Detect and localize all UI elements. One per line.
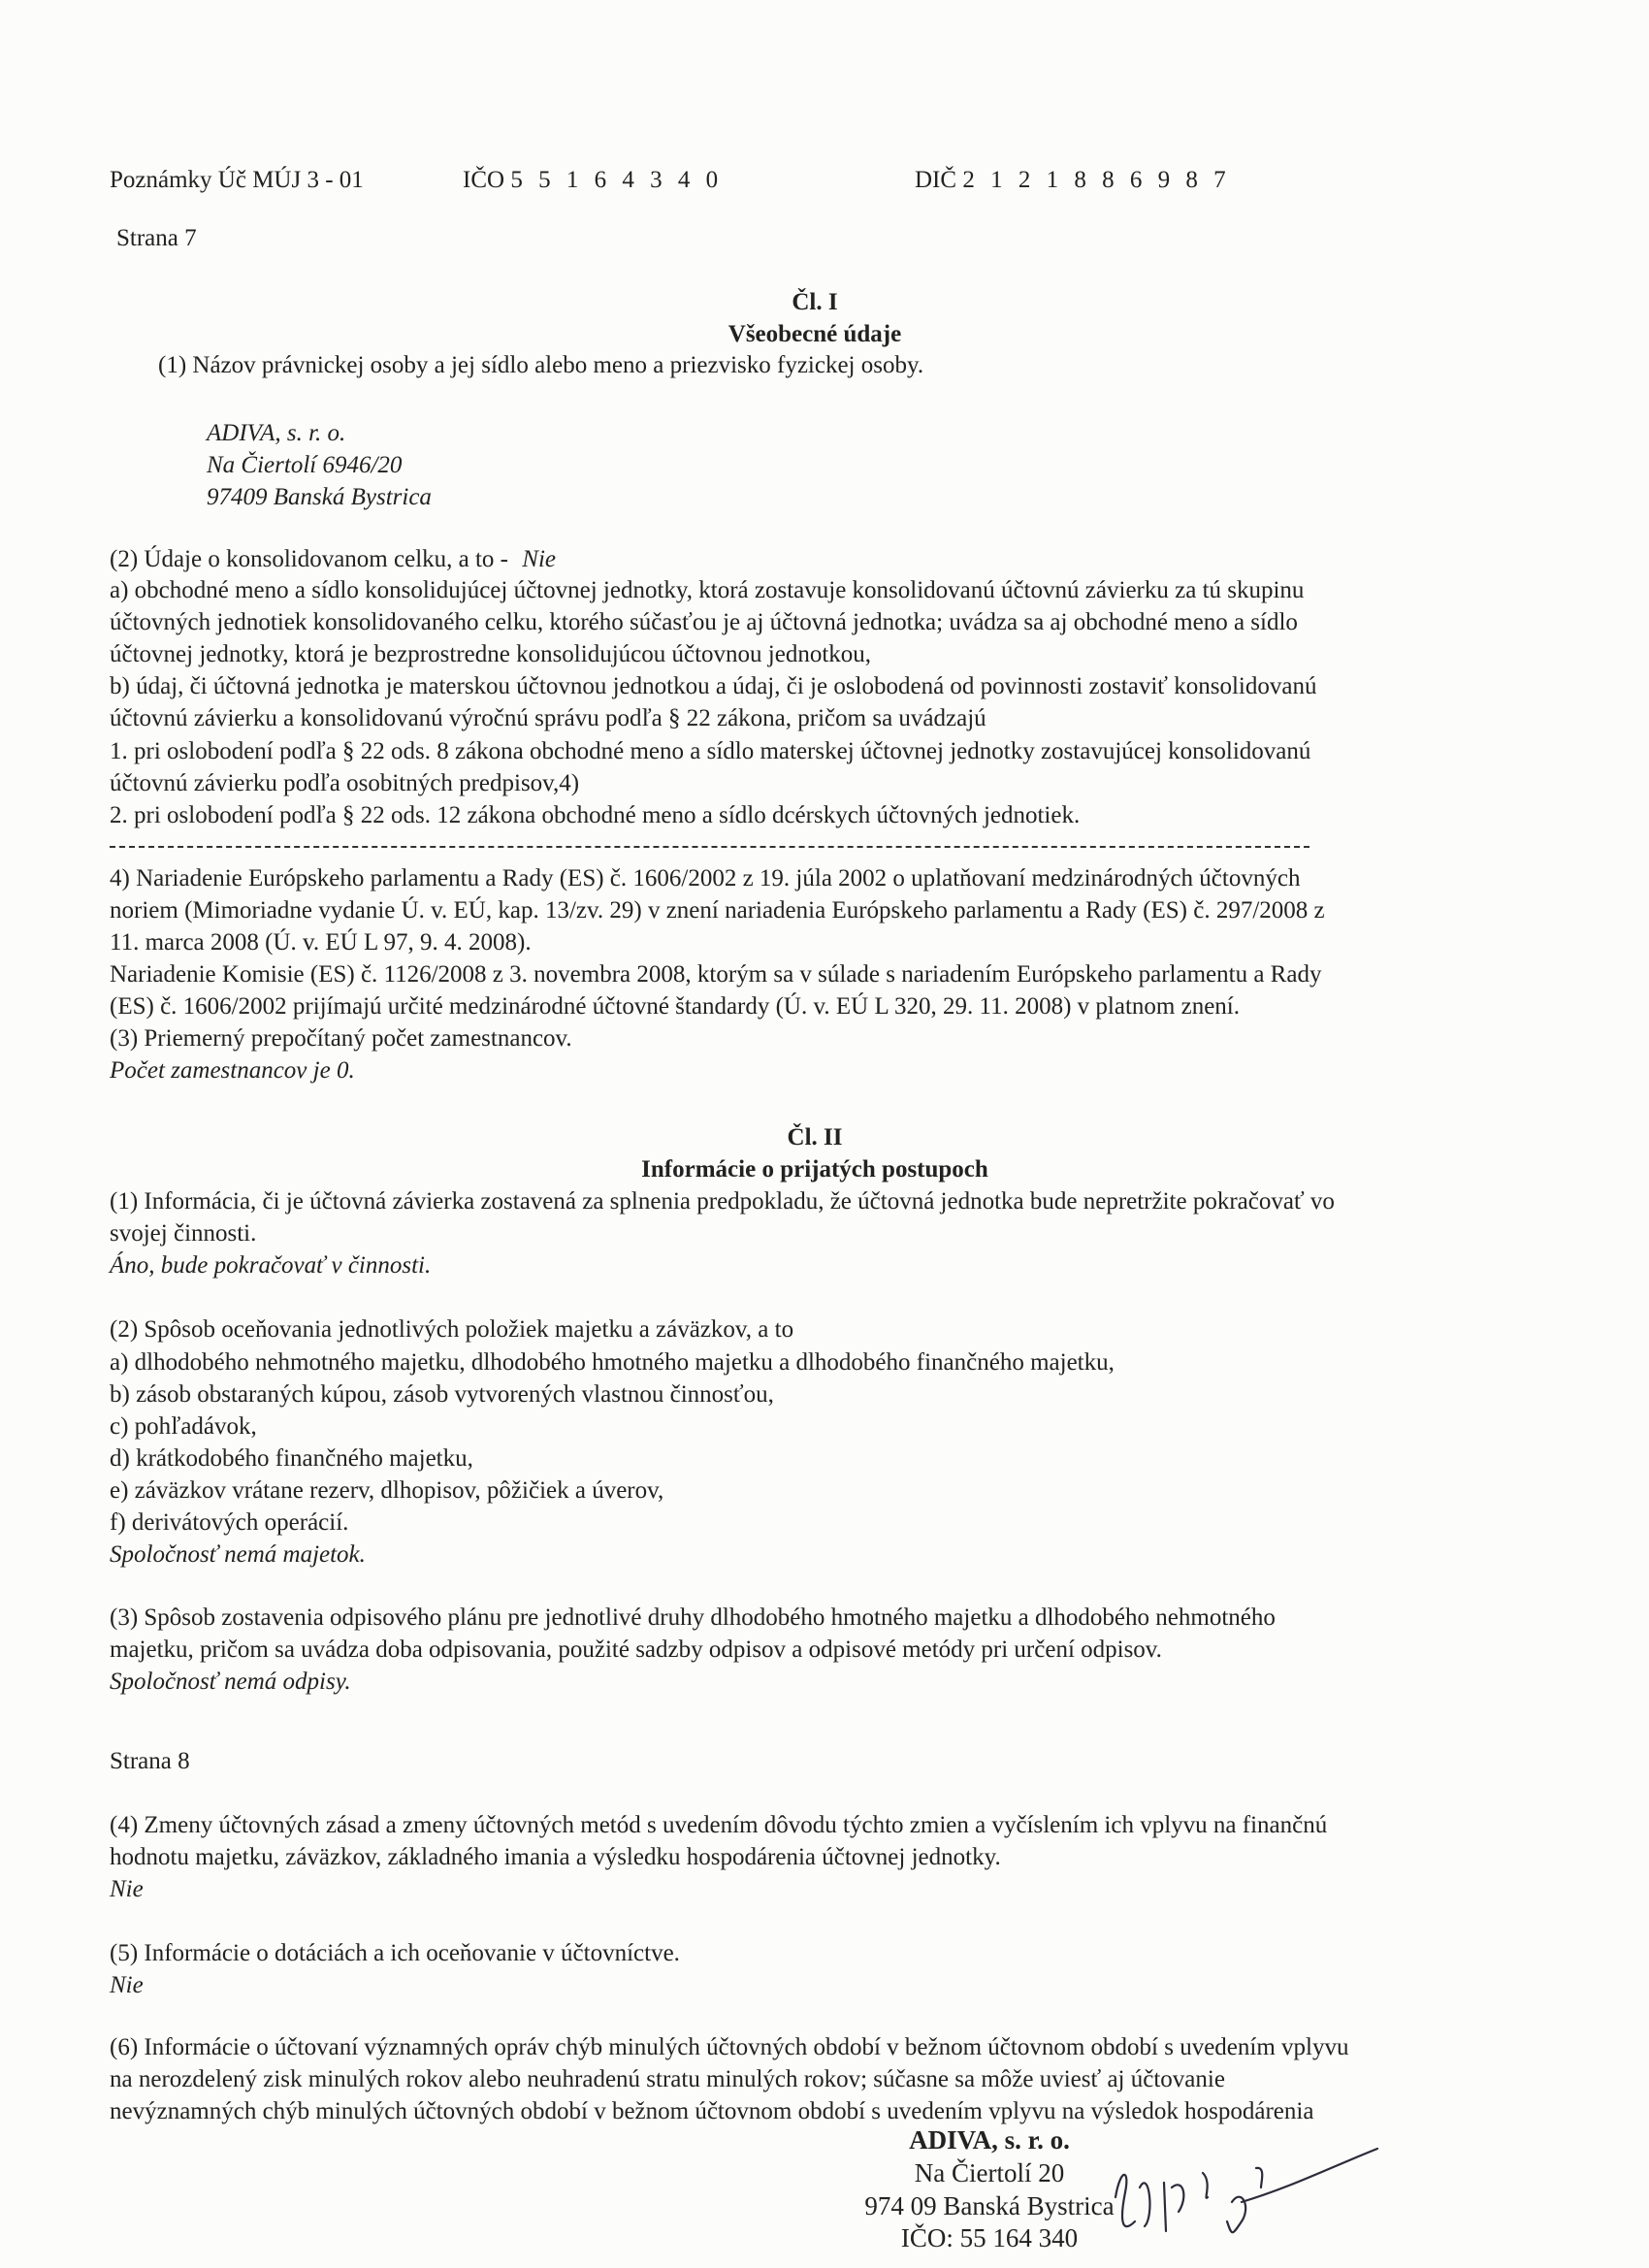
article-1-title: Všeobecné údaje <box>728 321 902 347</box>
question-2-3-line-2: majetku, pričom sa uvádza doba odpisovania, použité sadzby odpisov a odpisové metódy pri určení odpisov. <box>110 1636 1162 1663</box>
question-2-6-line-3: nevýznamných chýb minulých účtovných období v bežnom účtovnom období s uvedením vplyvu na výsledok hospodárenia <box>110 2098 1314 2124</box>
footnote-line-2: noriem (Mimoriadne vydanie Ú. v. EÚ, kap. 13/zv. 29) v znení nariadenia Európskeho parlamentu a Rady (ES) č. 297/2008 z <box>110 897 1325 923</box>
stamp-city: 974 09 Banská Bystrica <box>864 2190 1115 2220</box>
article-2-heading: Čl. II <box>787 1124 843 1150</box>
question-1-3-answer: Počet zamestnancov je 0. <box>110 1057 355 1084</box>
point-1-line-2: účtovnú závierku podľa osobitných predpisov,4) <box>110 770 580 796</box>
company-name: ADIVA, s. r. o. <box>207 420 346 446</box>
ico-label: IČO <box>463 167 505 193</box>
stamp-ico: IČO: 55 164 340 <box>900 2223 1079 2253</box>
question-2-4-answer: Nie <box>110 1876 144 1902</box>
question-1-2 <box>110 544 556 576</box>
page-number-8: Strana 8 <box>110 1748 190 1774</box>
dic-label: DIČ <box>915 167 957 193</box>
company-street: Na Čiertolí 6946/20 <box>207 452 403 478</box>
question-2-3-answer: Spoločnosť nemá odpisy. <box>110 1669 351 1695</box>
question-2-1-answer: Áno, bude pokračovať v činnosti. <box>110 1252 432 1279</box>
point-2: 2. pri oslobodení podľa § 22 ods. 12 zákona obchodné meno a sídlo dcérskych účtovných jednotiek. <box>110 802 1081 828</box>
item-2-c: c) pohľadávok, <box>110 1413 257 1440</box>
item-2-d: d) krátkodobého finančného majetku, <box>110 1445 473 1472</box>
question-2-6-line-2: na nerozdelený zisk minulých rokov alebo neuhradenú stratu minulých rokov; súčasne sa môže uviesť aj účtovanie <box>110 2066 1225 2092</box>
question-2-5: (5) Informácie o dotáciách a ich oceňovanie v účtovníctve. <box>110 1940 680 1966</box>
item-a-line-2: účtovných jednotiek konsolidovaného celku, ktorého súčasťou je aj účtovná jednotka; uvádza sa aj obchodné meno a sídlo <box>110 609 1298 635</box>
item-a-line-1: a) obchodné meno a sídlo konsolidujúcej účtovnej jednotky, ktorá zostavuje konsolidovanú účtovnú závierku za tú skupinu <box>110 577 1305 603</box>
dic-value: 2 1 2 1 8 8 6 9 8 7 <box>962 167 1231 193</box>
company-stamp <box>844 2124 1135 2255</box>
question-1-1: (1) Názov právnickej osoby a jej sídlo alebo meno a priezvisko fyzickej osoby. <box>158 352 924 378</box>
question-2-4-line-1: (4) Zmeny účtovných zásad a zmeny účtovných metód s uvedením dôvodu týchto zmien a vyčíslením ich vplyvu na finančnú <box>110 1812 1328 1838</box>
ico-field <box>463 165 723 197</box>
question-2-2-answer: Spoločnosť nemá majetok. <box>110 1541 366 1568</box>
item-2-b: b) zásob obstaraných kúpou, zásob vytvorených vlastnou činnosťou, <box>110 1381 774 1408</box>
question-2-3-line-1: (3) Spôsob zostavenia odpisového plánu pre jednotlivé druhy dlhodobého hmotného majetku a dlhodobého nehmotného <box>110 1604 1276 1631</box>
signature <box>1096 2129 1387 2255</box>
ico-value: 5 5 1 6 4 3 4 0 <box>510 167 724 193</box>
question-2-4-line-2: hodnotu majetku, záväzkov, základného imania a výsledku hospodárenia účtovnej jednotky. <box>110 1844 1001 1870</box>
article-2-title: Informácie o prijatých postupoch <box>641 1156 988 1183</box>
dic-field <box>915 165 1231 197</box>
question-1-3: (3) Priemerný prepočítaný počet zamestnancov. <box>110 1025 572 1052</box>
question-2-1-line-2: svojej činnosti. <box>110 1220 257 1247</box>
point-1-line-1: 1. pri oslobodení podľa § 22 ods. 8 zákona obchodné meno a sídlo materskej účtovnej jednotky zostavujúcej konsolidovanú <box>110 738 1311 764</box>
question-2-5-answer: Nie <box>110 1972 144 1998</box>
item-2-a: a) dlhodobého nehmotného majetku, dlhodobého hmotného majetku a dlhodobého finančného majetku, <box>110 1349 1115 1376</box>
item-a-line-3: účtovnej jednotky, ktorá je bezprostredne konsolidujúcou účtovnou jednotkou, <box>110 641 872 667</box>
item-b-line-2: účtovnú závierku a konsolidovanú výročnú správu podľa § 22 zákona, pričom sa uvádzajú <box>110 705 986 731</box>
footnote-line-4: Nariadenie Komisie (ES) č. 1126/2008 z 3. novembra 2008, ktorým sa v súlade s nariadením Európskeho parlamentu a Rady <box>110 961 1322 988</box>
footnote-line-5: (ES) č. 1606/2002 prijímajú určité medzinárodné účtovné štandardy (Ú. v. EÚ L 320, 29. 11. 2008) v platnom znení. <box>110 993 1241 1020</box>
question-1-2-text: (2) Údaje o konsolidovanom celku, a to - <box>110 546 509 572</box>
item-2-e: e) záväzkov vrátane rezerv, dlhopisov, pôžičiek a úverov, <box>110 1477 664 1504</box>
question-1-2-answer: Nie <box>522 546 556 572</box>
page-number-7: Strana 7 <box>116 225 197 251</box>
footnote-line-1: 4) Nariadenie Európskeho parlamentu a Rady (ES) č. 1606/2002 z 19. júla 2002 o uplatňovaní medzinárodných účtovných <box>110 865 1301 891</box>
item-b-line-1: b) údaj, či účtovná jednotka je materskou účtovnou jednotkou a údaj, či je oslobodená od povinnosti zostaviť konsolidovanú <box>110 673 1317 699</box>
stamp-street: Na Čiertolí 20 <box>914 2157 1065 2187</box>
company-city: 97409 Banská Bystrica <box>207 484 432 510</box>
footnote-divider <box>110 846 1310 848</box>
item-2-f: f) derivátových operácií. <box>110 1509 349 1536</box>
footnote-line-3: 11. marca 2008 (Ú. v. EÚ L 97, 9. 4. 2008). <box>110 929 532 956</box>
document-code: Poznámky Úč MÚJ 3 - 01 <box>110 167 364 193</box>
stamp-name: ADIVA, s. r. o. <box>909 2125 1070 2155</box>
question-2-6-line-1: (6) Informácie o účtovaní významných opráv chýb minulých účtovných období v bežnom účtovnom období s uvedením vplyvu <box>110 2034 1349 2060</box>
question-2-2: (2) Spôsob oceňovania jednotlivých položiek majetku a záväzkov, a to <box>110 1316 794 1343</box>
article-1-heading: Čl. I <box>792 289 838 315</box>
question-2-1-line-1: (1) Informácia, či je účtovná závierka zostavená za splnenia predpokladu, že účtovná jednotka bude nepretržite pokračovať vo <box>110 1188 1335 1215</box>
